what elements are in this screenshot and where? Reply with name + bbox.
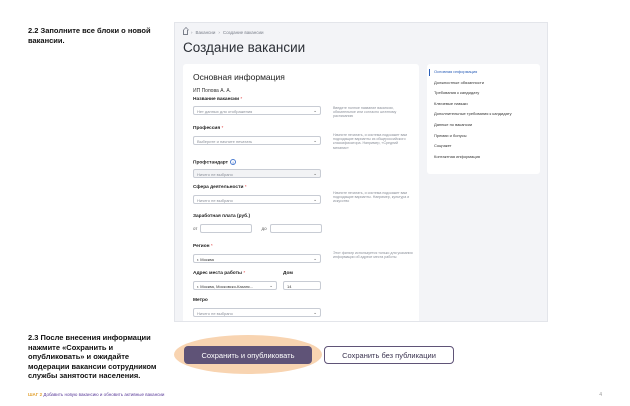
vacancy-name-label: Название вакансии * xyxy=(193,97,243,102)
section-nav-item-main-info[interactable]: Основная информация xyxy=(427,67,540,78)
chevron-down-icon: ⌄ xyxy=(313,108,317,113)
address-label: Адрес места работы * xyxy=(193,271,246,276)
salary-to-label: до xyxy=(261,226,267,231)
info-icon[interactable]: i xyxy=(230,159,236,165)
breadcrumb-separator: › xyxy=(191,29,193,35)
save-and-publish-button[interactable]: Сохранить и опубликовать xyxy=(184,346,312,364)
profstandard-label: Профстандарт i xyxy=(193,159,236,165)
salary-from-label: от xyxy=(193,226,198,231)
card-title: Основная информация xyxy=(193,72,285,82)
step-2-3-instruction xyxy=(28,333,168,381)
salary-label: Заработная плата (руб.) xyxy=(193,214,251,219)
region-label: Регион * xyxy=(193,244,213,249)
section-nav-item-extra-requirements[interactable]: Дополнительные требования к кандидату xyxy=(434,111,512,117)
breadcrumb-separator: › xyxy=(218,29,220,35)
save-without-publish-button[interactable]: Сохранить без публикации xyxy=(324,346,454,364)
salary-to-input[interactable] xyxy=(270,224,322,233)
profstandard-select[interactable]: Ничего не выбрано ⌄ xyxy=(193,169,321,178)
step-text: Заполните все блоки о новой вакансии. xyxy=(28,26,151,45)
address-select[interactable]: г. Москва, Московско-Казанс... ⌄ xyxy=(193,281,277,290)
region-select[interactable]: г. Москва ⌄ xyxy=(193,254,321,263)
footer-text: Добавить новую вакансию и обновить активные вакансии xyxy=(43,392,165,397)
action-buttons xyxy=(174,335,474,375)
step-number: 2.2 xyxy=(28,26,39,35)
sphere-hint: Начните печатать, и система подскажет вам подходящие варианты. Например, культура и искусство xyxy=(333,191,410,204)
metro-label: Метро xyxy=(193,298,208,303)
vacancy-form-screenshot xyxy=(174,22,548,322)
chevron-down-icon: ⌄ xyxy=(313,197,317,202)
page-title: Создание вакансии xyxy=(183,40,306,55)
step-number: 2.3 xyxy=(28,333,39,342)
breadcrumb-vacancies[interactable]: Вакансии xyxy=(195,29,216,35)
profession-label: Профессия * xyxy=(193,126,224,131)
sphere-select[interactable]: Ничего не выбрано ⌄ xyxy=(193,195,321,204)
footer-step-tag: ШАГ 2 xyxy=(28,392,43,397)
section-nav-item-social[interactable]: Соцпакет xyxy=(434,143,452,149)
chevron-down-icon: ⌄ xyxy=(269,283,273,288)
page-number: 4 xyxy=(599,392,602,398)
step-2-2-instruction xyxy=(28,26,168,45)
metro-select[interactable]: Ничего не выбрано ⌄ xyxy=(193,308,321,317)
chevron-down-icon: ⌄ xyxy=(313,171,317,176)
chevron-down-icon: ⌄ xyxy=(313,256,317,261)
house-input[interactable]: 14 xyxy=(283,281,321,290)
footer-caption xyxy=(28,392,164,397)
section-nav-item-contacts[interactable]: Контактная информация xyxy=(434,153,480,159)
section-nav-item-requirements[interactable]: Требования к кандидату xyxy=(434,90,480,96)
section-nav xyxy=(427,64,540,174)
breadcrumb xyxy=(183,29,264,35)
home-icon[interactable] xyxy=(183,30,188,35)
house-label: Дом xyxy=(283,271,293,276)
salary-from-input[interactable] xyxy=(200,224,252,233)
chevron-down-icon: ⌄ xyxy=(313,310,317,315)
vacancy-name-hint: Введите полное название вакансии, обязательное или согласно штатному расписанию xyxy=(333,106,397,119)
section-nav-item-skills[interactable]: Ключевые навыки xyxy=(434,100,468,106)
step-text: После внесения информации нажмите «Сохранить и опубликовать» и ожидайте модерации вакансии сотрудником службы занятости населения. xyxy=(28,333,157,380)
chevron-down-icon: ⌄ xyxy=(313,138,317,143)
main-info-card xyxy=(183,64,419,322)
section-nav-item-vacancy-data[interactable]: Данные по вакансии xyxy=(434,121,473,127)
section-nav-item-duties[interactable]: Должностные обязанности xyxy=(434,79,484,85)
vacancy-name-select[interactable]: Нет данных для отображения ⌄ xyxy=(193,106,321,115)
profession-select[interactable]: Выберите и начните печатать ⌄ xyxy=(193,136,321,145)
breadcrumb-current: Создание вакансии xyxy=(222,29,264,35)
sphere-label: Сфера деятельности * xyxy=(193,185,247,190)
profession-hint: Начните печатать, и система подскажет вам подходящие варианты из общероссийского классификатора. Например, «Средний механик» xyxy=(333,133,407,150)
region-hint: Этот фильтр используется только для указания информации об адресе места работы xyxy=(333,251,413,260)
salary-range xyxy=(193,224,322,233)
organization-name: ИП Попова А. А. xyxy=(193,88,232,94)
section-nav-item-bonuses[interactable]: Премии и бонусы xyxy=(434,132,467,138)
